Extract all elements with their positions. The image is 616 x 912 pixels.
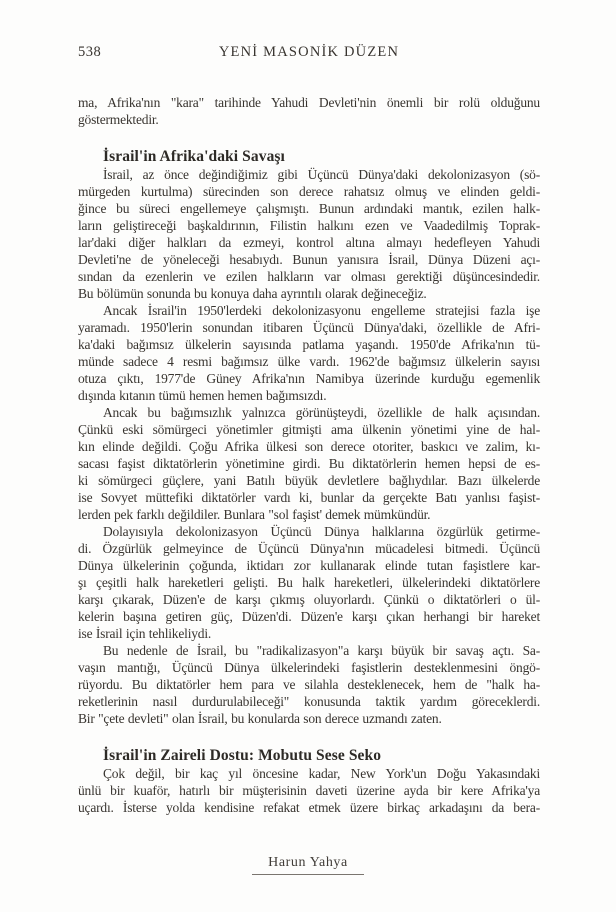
text-line: şı çeşitli halk hareketleri gelişti. Bu halk hareketleri, ülkelerindeki diktatörlere: [78, 575, 540, 590]
text-line: ise İsrail için tehlikeliydi.: [78, 626, 212, 641]
page-number: 538: [78, 44, 102, 60]
text-line: Çünkü eski sömürgeci yönetimler gitmişti ama ülkenin yönetimi yine de hal-: [78, 422, 540, 437]
text-line: ların geliştireceği başkaldırının, Filistin halkını ezen ve Vaadedilmiş Toprak-: [78, 218, 540, 233]
body-paragraph: [78, 642, 540, 727]
text-line: rüyordu. Bu diktatörler hem para ve silahla desteklenecek, hem de "halk ha-: [78, 677, 540, 692]
body-paragraph: [78, 94, 540, 128]
body-paragraph: [78, 765, 540, 816]
text-line: Çok değil, bir kaç yıl öncesine kadar, New York'un Doğu Yakasındaki: [103, 766, 540, 781]
text-line: Dünya ülkelerinin çoğunda, iktidarı zor kullanarak elinde tutan faşistlere kar-: [78, 558, 540, 573]
text-line: Bu nedenle de İsrail, bu "radikalizasyon"a karşı büyük bir savaş açtı. Sa-: [103, 643, 540, 658]
text-line: Bu bölümün sonunda bu konuya daha ayrıntılı olarak değineceğiz.: [78, 286, 427, 301]
text-line: ise Sovyet müttefiki diktatörler vardı ki, bunlar da gerçekte Batı yanlısı faşist-: [78, 490, 540, 505]
text-line: di. Özgürlük gelmeyince de Üçüncü Dünya'nın mücadelesi bitmedi. Üçüncü: [78, 541, 540, 556]
text-line: karşı çıkarak, Düzen'e de karşı çıkmış oluyorlardı. Çünkü o diktatörleri o ül-: [78, 592, 540, 607]
text-line: kın elinde değildi. Çoğu Afrika ülkesi son derece otoriter, baskıcı ve zalim, kı-: [78, 439, 540, 454]
text-line: lerden pek farklı değildiler. Bunlara "sol faşist' demek mümkündür.: [78, 507, 431, 522]
page-footer: [0, 853, 616, 875]
text-line: göstermektedir.: [78, 112, 159, 127]
text-line: ka'daki bağımsız ülkelerin sayısında patlama yaşandı. 1950'de Afrika'nın tü-: [78, 337, 540, 352]
text-line: mürgeden kurtulma) sürecinden son derece rahatsız olmuş ve elinden geldi-: [78, 184, 540, 199]
text-line: Dolayısıyla dekolonizasyon Üçüncü Dünya halklarına özgürlük getirme-: [103, 524, 540, 539]
text-line: Ancak İsrail'in 1950'lerdeki dekolonizasyonu engelleme stratejisi fazla işe: [103, 303, 540, 318]
section-heading: İsrail'in Zaireli Dostu: Mobutu Sese Seko: [103, 747, 382, 764]
page-body: [78, 94, 540, 816]
text-line: Bir "çete devleti" olan İsrail, bu konularda son derece uzmandı zaten.: [78, 711, 442, 726]
running-title: YENİ MASONİK DÜZEN: [218, 44, 400, 60]
text-line: İsrail, az önce değindiğimiz gibi Üçüncü Dünya'daki dekolonizasyon (sö-: [103, 167, 540, 182]
text-line: vaşın mantığı, Üçüncü Dünya ülkelerindeki faşistlerin desteklenmesini öngö-: [78, 660, 540, 675]
body-paragraph: [78, 302, 540, 404]
text-line: ma, Afrika'nın "kara" tarihinde Yahudi Devleti'nin önemli bir rolü olduğunu: [78, 95, 540, 110]
text-line: Devleti'ne de yöneleceği hesabıydı. Bunun yanısıra İsrail, Dünya Düzeni açı-: [78, 252, 540, 267]
text-line: dışında kıtanın tümü hemen hemen bağımsızdı.: [78, 388, 327, 403]
running-header: [78, 44, 540, 62]
text-line: lar'daki diğer halkları da ezmeyi, kontrol altına almayı hedefleyen Yahudi: [78, 235, 540, 250]
text-line: yaramadı. 1950'lerin sonundan itibaren Üçüncü Dünya'daki, özellikle de Afri-: [78, 320, 540, 335]
section-heading: İsrail'in Afrika'daki Savaşı: [103, 148, 285, 165]
body-paragraph: [78, 166, 540, 302]
text-line: münde sadece 4 resmi bağımsız ülke vardı. 1962'de bağımsız ülkelerin sayısı: [78, 354, 540, 369]
text-line: ünlü bir kuaför, hatırlı bir müşterisinin daveti üzerine ayda bir kere Afrika'ya: [78, 783, 540, 798]
body-paragraph: [78, 523, 540, 642]
text-line: ğince bu süreci engellemeye çalışmıştı. Bunun ardındaki mantık, ezilen halk-: [78, 201, 540, 216]
text-line: ki sömürgeci güçlere, yani Batılı büyük devletlere bağlıydılar. Bazı ülkelerde: [78, 473, 540, 488]
text-line: sından da ezenlerin ve ezilen halkların var olması gerektiği düşüncesindedir.: [78, 269, 540, 284]
text-line: reketlerinin nasıl durdurulabileceği" konusunda taktik yardım göreceklerdi.: [78, 694, 540, 709]
text-line: Ancak bu bağımsızlık yalnızca görünüşteydi, özellikle de halk açısından.: [103, 405, 540, 420]
text-line: otuza çıktı, 1977'de Güney Afrika'nın Namibya üzerinde kurduğu egemenlik: [78, 371, 540, 386]
author-signature: Harun Yahya: [252, 855, 364, 875]
text-line: sacası faşist diktatörlerin yönetimine girdi. Bu diktatörlerin hemen hepsi de es-: [78, 456, 540, 471]
text-line: uçardı. İsterse yolda kendisine refakat etmek üzere birkaç arkadaşını da bera-: [78, 800, 540, 815]
text-line: kelerin başına getiren güç, Düzen'di. Düzen'e karşı çıkan herhangi bir hareket: [78, 609, 540, 624]
body-paragraph: [78, 404, 540, 523]
